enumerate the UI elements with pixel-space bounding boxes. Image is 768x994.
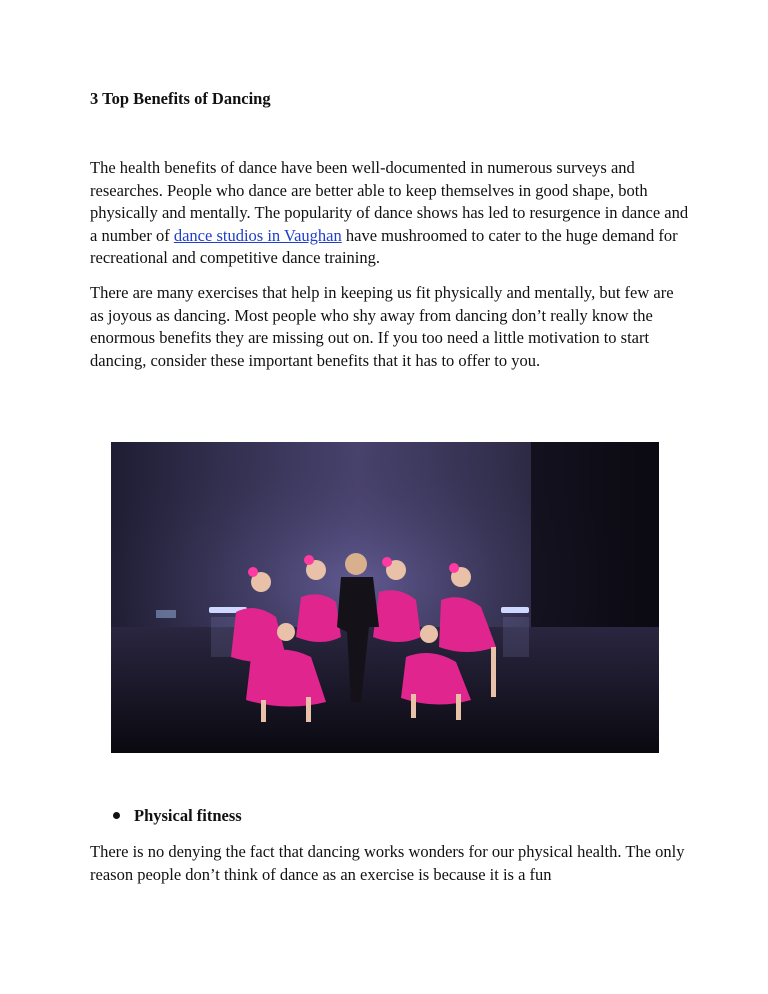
intro-text-end: have mushroomed to cater to the huge demand for recreational and competitive dance training.: [90, 225, 678, 267]
fitness-paragraph: There is no denying the fact that dancing works wonders for our physical health. The only reason people don’t think of dance as an exercise is because it is a fun: [90, 842, 685, 884]
dance-studios-link[interactable]: dance studios in Vaughan: [173, 225, 342, 245]
intro-paragraph: [90, 157, 690, 270]
motivation-paragraph: There are many exercises that help in keeping us fit physically and mentally, but few are as joyous as dancing. Most people who shy away from dancing don’t really know the enormous benefits they are missing out on. If you too need a little motivation to start dancing, consider these important benefits that it has to offer to you.: [90, 283, 674, 370]
bullet-physical-fitness: [113, 806, 242, 826]
intro-text-start: The health benefits of dance have been well-documented in numerous surveys and researches. People who dance are better able to keep themselves in good shape, both physically and mentally. The popularity of dance shows has led to resurgence in dance and a number of: [90, 158, 689, 245]
document-title: 3 Top Benefits of Dancing: [90, 89, 271, 108]
dance-performance-photo: [111, 442, 659, 753]
bullet-label: Physical fitness: [134, 806, 242, 825]
bullet-dot-icon: [113, 812, 120, 819]
